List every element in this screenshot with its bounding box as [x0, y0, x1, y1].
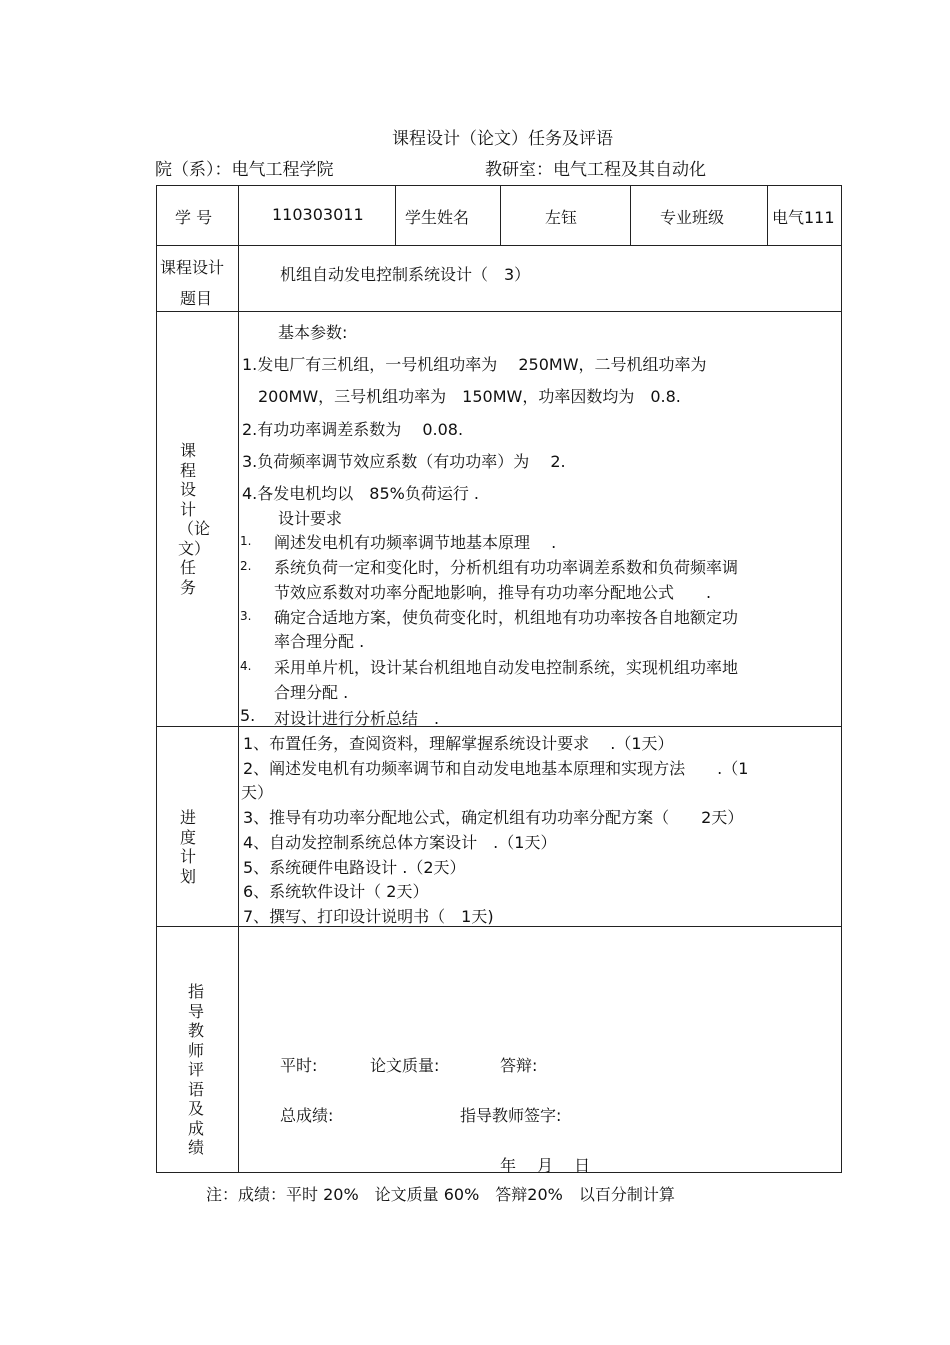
req-line: 节效应系数对功率分配地影响，推导有功功率分配地公式 . — [274, 583, 712, 602]
req-number: 4. — [240, 659, 252, 673]
regular-score-label: 平时: — [280, 1056, 318, 1075]
req-number: 3. — [240, 609, 252, 623]
document-title: 课程设计（论文）任务及评语 — [392, 129, 613, 149]
schedule-line: 7、撰写、打印设计说明书（ 1天) — [243, 907, 494, 926]
schedule-line: 4、自动发控制系统总体方案设计 .（1天） — [243, 833, 557, 852]
student-name-value: 左钰 — [545, 208, 578, 227]
req-number: 5. — [240, 706, 256, 725]
basic-params-heading: 基本参数: — [278, 323, 348, 342]
comments-label: 指导教师评语及成绩 — [187, 982, 204, 1157]
topic-label-line1: 课程设计 — [160, 258, 225, 277]
topic-label-line2: 题目 — [180, 289, 213, 308]
req-line: 系统负荷一定和变化时，分析机组有功功率调差系数和负荷频率调 — [274, 558, 739, 577]
basic-param-line: 2.有功功率调差系数为 0.08. — [242, 420, 464, 439]
class-label: 专业班级 — [660, 208, 725, 227]
req-line: 对设计进行分析总结 . — [274, 709, 440, 728]
basic-param-line: 200MW，三号机组功率为 150MW，功率因数均为 0.8. — [258, 387, 681, 406]
schedule-line: 2、阐述发电机有功频率调节和自动发电地基本原理和实现方法 .（1 — [243, 759, 749, 778]
teaching-office-label: 教研室：电气工程及其自动化 — [485, 160, 706, 180]
schedule-line: 1、布置任务，查阅资料，理解掌握系统设计要求 .（1天） — [243, 734, 674, 753]
grading-note: 注：成绩：平时 20% 论文质量 60% 答辩20% 以百分制计算 — [206, 1185, 675, 1204]
schedule-line: 6、系统软件设计（ 2天） — [243, 882, 429, 901]
student-name-label: 学生姓名 — [405, 208, 470, 227]
req-line: 采用单片机，设计某台机组地自动发电控制系统，实现机组功率地 — [274, 658, 739, 677]
class-value: 电气111 — [772, 208, 835, 227]
student-id-value: 110303011 — [272, 205, 364, 224]
date-label: 年 月 日 — [500, 1156, 591, 1175]
department-label: 院（系）：电气工程学院 — [155, 160, 334, 180]
req-line: 阐述发电机有功频率调节地基本原理 . — [274, 533, 557, 552]
schedule-line: 3、推导有功功率分配地公式，确定机组有功功率分配方案（ 2天） — [243, 808, 744, 827]
req-line: 合理分配 . — [274, 683, 349, 702]
schedule-line: 5、系统硬件电路设计 .（2天） — [243, 858, 466, 877]
basic-param-line: 1.发电厂有三机组，一号机组功率为 250MW，二号机组功率为 — [242, 355, 707, 374]
total-score-label: 总成绩: — [280, 1106, 334, 1125]
task-label: 课程设计（论文）任务 — [178, 441, 211, 597]
req-number: 2. — [240, 559, 252, 573]
req-number: 1. — [240, 534, 252, 548]
topic-value: 机组自动发电控制系统设计（ 3） — [280, 265, 531, 284]
design-req-heading: 设计要求 — [278, 509, 343, 528]
defense-label: 答辩: — [500, 1056, 538, 1075]
req-line: 率合理分配 . — [274, 632, 365, 651]
signature-label: 指导教师签字: — [460, 1106, 562, 1125]
student-id-label: 学 号 — [175, 208, 213, 227]
paper-quality-label: 论文质量: — [370, 1056, 440, 1075]
req-line: 确定合适地方案，使负荷变化时，机组地有功功率按各自地额定功 — [274, 608, 739, 627]
schedule-label: 进度计划 — [179, 808, 196, 886]
basic-param-line: 3.负荷频率调节效应系数（有功功率）为 2. — [242, 452, 566, 471]
basic-param-line: 4.各发电机均以 85%负荷运行 . — [242, 484, 480, 503]
schedule-line: 天） — [241, 783, 274, 802]
